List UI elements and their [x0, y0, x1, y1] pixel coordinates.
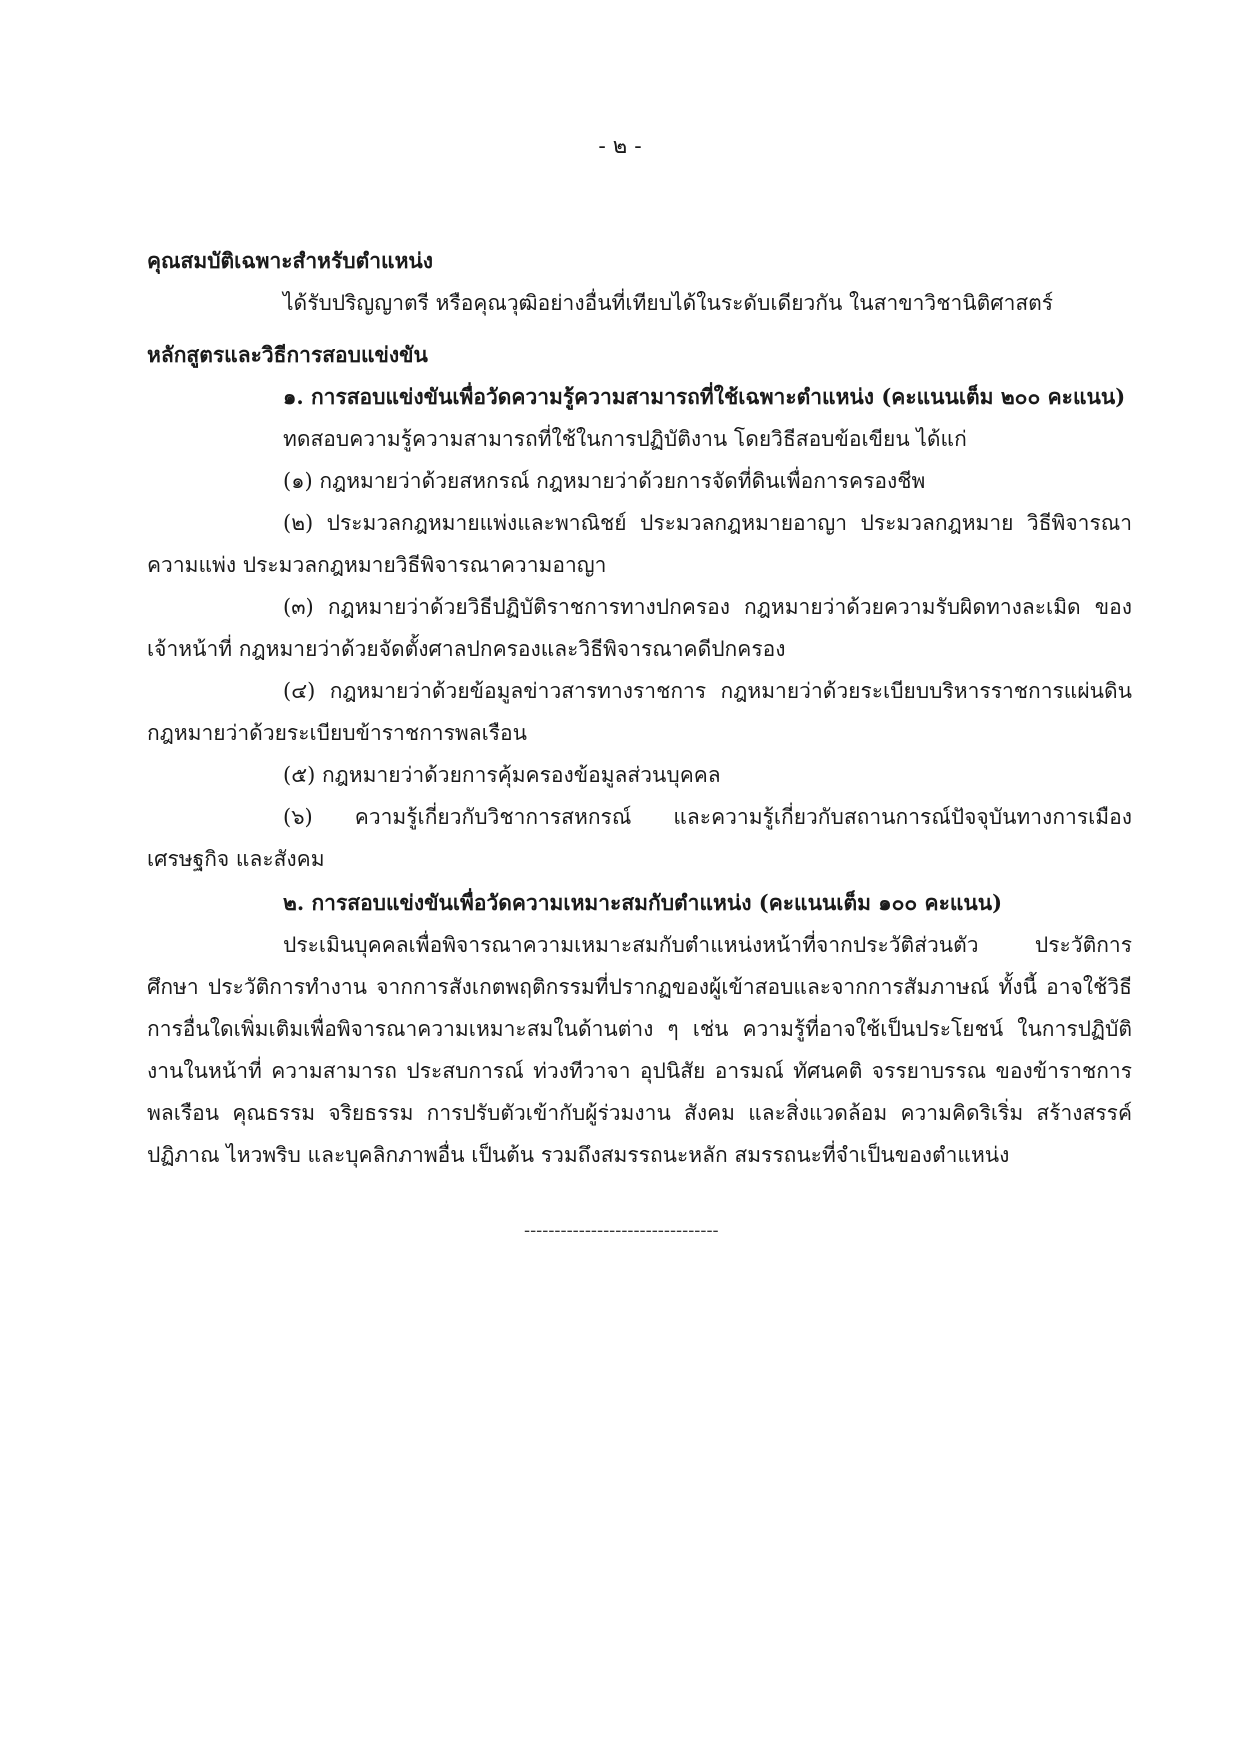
section-1-title: ๑. การสอบแข่งขันเพื่อวัดความรู้ความสามารถที่ใช้เฉพาะตำแหน่ง (คะแนนเต็ม ๒๐๐ คะแนน): [283, 384, 1126, 409]
qualification-heading: คุณสมบัติเฉพาะสำหรับตำแหน่ง: [147, 248, 434, 273]
end-divider: --------------------------------: [524, 1220, 719, 1241]
section-1-item: (๑) กฎหมายว่าด้วยสหกรณ์ กฎหมายว่าด้วยการจัดที่ดินเพื่อการครองชีพ: [283, 469, 926, 493]
section-1-item: (๔) กฎหมายว่าด้วยข้อมูลข่าวสารทางราชการ กฎหมายว่าด้วยระเบียบบริหารราชการแผ่นดิน กฎหมายว่าด้วยระเบียบข้าราชการพลเรือน: [147, 679, 1132, 745]
qualification-text: ได้รับปริญญาตรี หรือคุณวุฒิอย่างอื่นที่เทียบได้ในระดับเดียวกัน ในสาขาวิชานิติศาสตร์: [283, 291, 1054, 315]
section-1-item: (๓) กฎหมายว่าด้วยวิธีปฏิบัติราชการทางปกครอง กฎหมายว่าด้วยความรับผิดทางละเมิด ของเจ้าหน้าที่ กฎหมายว่าด้วยจัดตั้งศาลปกครองและวิธีพิจารณาคดีปกครอง: [147, 595, 1132, 661]
section-2-text: ประเมินบุคคลเพื่อพิจารณาความเหมาะสมกับตำแหน่งหน้าที่จากประวัติส่วนตัว ประวัติการศึกษา ประวัติการทำงาน จากการสังเกตพฤติกรรมที่ปรากฏของผู้เข้าสอบและจากการสัมภาษณ์ ทั้งนี้ อาจใช้วิธีการอื่นใดเพิ่มเติมเพื่อพิจารณาความเหมาะสมในด้านต่าง ๆ เช่น ความรู้ที่อาจใช้เป็นประโยชน์ ในการปฏิบัติงานในหน้าที่ ความสามารถ ประสบการณ์ ท่วงทีวาจา อุปนิสัย อารมณ์ ทัศนคติ จรรยาบรรณ ของข้าราชการพลเรือน คุณธรรม จริยธรรม การปรับตัวเข้ากับผู้ร่วมงาน สังคม และสิ่งแวดล้อม ความคิดริเริ่ม สร้างสรรค์ ปฏิภาณ ไหวพริบ และบุคลิกภาพอื่น เป็นต้น รวมถึงสมรรถนะหลัก สมรรถนะที่จำเป็นของตำแหน่ง: [147, 933, 1132, 1167]
section-1-item: (๖) ความรู้เกี่ยวกับวิชาการสหกรณ์ และความรู้เกี่ยวกับสถานการณ์ปัจจุบันทางการเมือง เศรษฐกิจ และสังคม: [147, 805, 1132, 871]
section-1-intro: ทดสอบความรู้ความสามารถที่ใช้ในการปฏิบัติงาน โดยวิธีสอบข้อเขียน ได้แก่: [283, 427, 967, 451]
section-1-item: (๕) กฎหมายว่าด้วยการคุ้มครองข้อมูลส่วนบุคคล: [283, 763, 721, 787]
page-number: - ๒ -: [598, 134, 642, 159]
section-1-item: (๒) ประมวลกฎหมายแพ่งและพาณิชย์ ประมวลกฎหมายอาญา ประมวลกฎหมาย วิธีพิจารณาความแพ่ง ประมวลกฎหมายวิธีพิจารณาความอาญา: [147, 511, 1132, 577]
section-2-title: ๒. การสอบแข่งขันเพื่อวัดความเหมาะสมกับตำแหน่ง (คะแนนเต็ม ๑๐๐ คะแนน): [283, 890, 1003, 915]
document-body: [147, 240, 1132, 1176]
curriculum-heading: หลักสูตรและวิธีการสอบแข่งขัน: [147, 342, 428, 367]
